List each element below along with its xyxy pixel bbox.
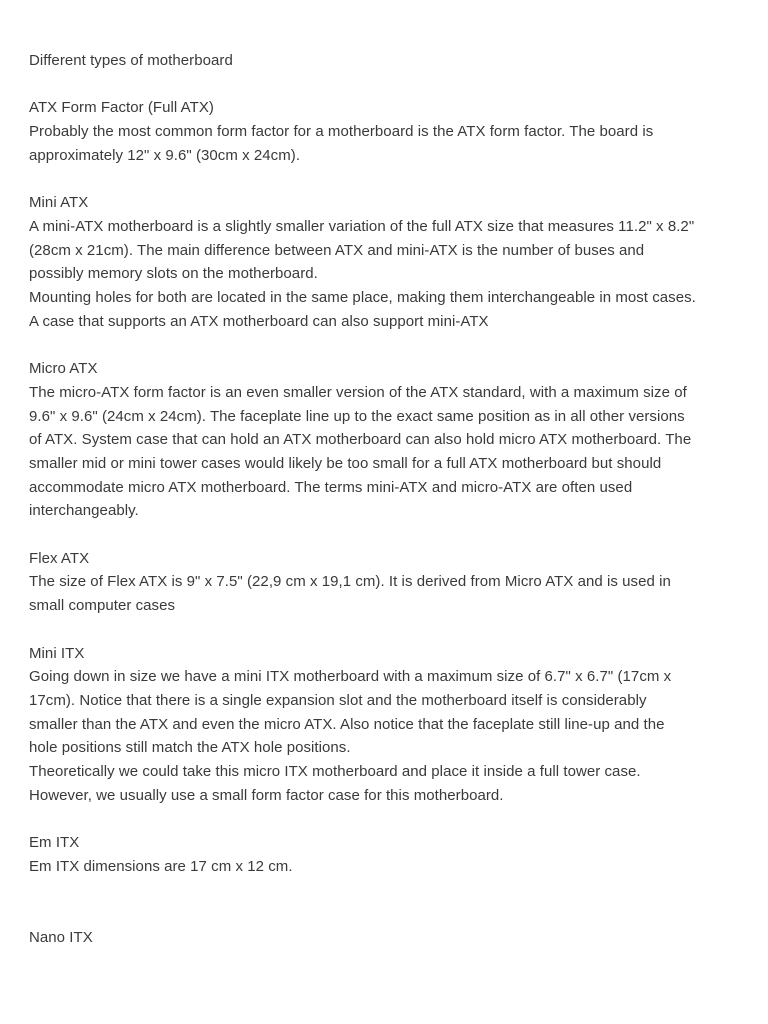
paragraph-line: The micro-ATX form factor is an even smaller version of the ATX standard, with a maximum size of [29,383,687,401]
paragraph-line: Mounting holes for both are located in the same place, making them interchangeable in most cases. [29,289,696,306]
section-heading-nano-itx: Nano ITX [29,928,93,946]
blank-line [29,879,741,903]
paragraph-line: small computer cases [29,597,176,615]
paragraph-line: A case that supports an ATX motherboard can also support mini-ATX [29,312,489,330]
paragraph-line: smaller than the ATX and even the micro ATX. Also notice that the faceplate still line-up and the [29,715,665,733]
blank-line [29,523,741,547]
paragraph-line: hole positions still match the ATX hole positions. [29,739,351,757]
section-heading-atx: ATX Form Factor (Full ATX) [29,99,214,117]
section-heading-mini-itx: Mini ITX [29,644,85,662]
paragraph-line: possibly memory slots on the motherboard. [29,265,318,283]
paragraph-line: However, we usually use a small form factor case for this motherboard. [29,786,504,804]
blank-line [29,807,741,831]
blank-line [29,73,741,97]
paragraph-line: of ATX. System case that can hold an ATX motherboard can also hold micro ATX motherboard. The [29,431,692,449]
paragraph-line: Probably the most common form factor for a motherboard is the ATX form factor. The board is [29,123,654,141]
section-heading-em-itx: Em ITX [29,834,80,852]
paragraph-line: 9.6" x 9.6" (24cm x 24cm). The faceplate line up to the exact same position as in all other versions [29,407,685,425]
paragraph-line: approximately 12" x 9.6" (30cm x 24cm). [29,146,301,164]
section-heading-micro-atx: Micro ATX [29,360,98,378]
blank-line [29,333,741,357]
blank-line [29,168,741,192]
section-heading-flex-atx: Flex ATX [29,549,90,567]
paragraph-line: 17cm). Notice that there is a single expansion slot and the motherboard itself is considerably [29,691,647,709]
paragraph-line: Going down in size we have a mini ITX motherboard with a maximum size of 6.7" x 6.7" (17cm x [29,668,672,686]
note-body[interactable] [29,49,741,950]
section-heading-mini-atx: Mini ATX [29,194,89,212]
paragraph-line: interchangeably. [29,502,139,520]
paragraph-line: (28cm x 21cm). The main difference between ATX and mini-ATX is the number of buses and [29,241,645,259]
paragraph-line: Theoretically we could take this micro ITX motherboard and place it inside a full tower case. [29,763,641,781]
blank-line [29,618,741,642]
note-title: Different types of motherboard [29,52,233,69]
paragraph-line: The size of Flex ATX is 9" x 7.5" (22,9 cm x 19,1 cm). It is derived from Micro ATX and is used in [29,573,671,591]
blank-line [29,902,741,926]
paragraph-line: A mini-ATX motherboard is a slightly smaller variation of the full ATX size that measures 11.2" x 8.2" [29,217,695,235]
paragraph-line: smaller mid or mini tower cases would likely be too small for a full ATX motherboard but should [29,454,662,472]
paragraph-line: Em ITX dimensions are 17 cm x 12 cm. [29,857,293,875]
paragraph-line: accommodate micro ATX motherboard. The terms mini-ATX and micro-ATX are often used [29,478,633,496]
